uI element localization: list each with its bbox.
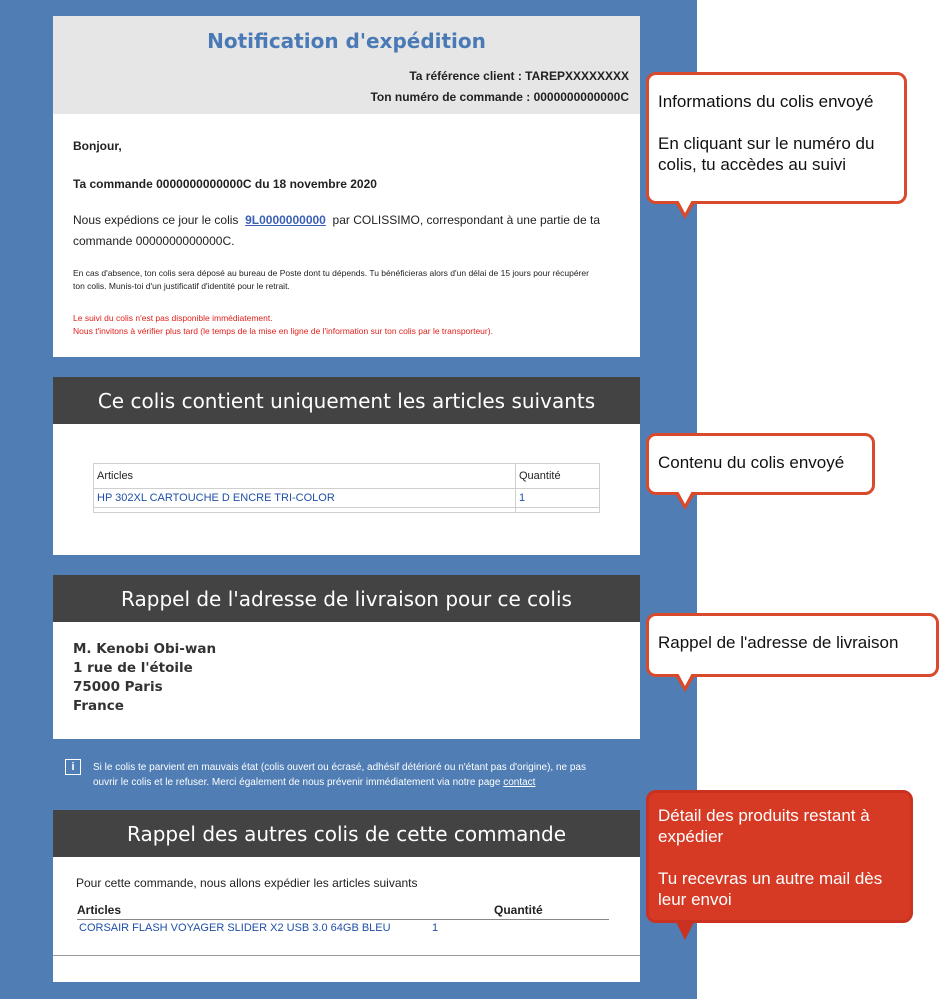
callout-contents-text: Contenu du colis envoyé bbox=[658, 453, 845, 472]
shipping-mid: par COLISSIMO, correspondant à une partie de ta bbox=[332, 213, 600, 227]
absence-line-2: ton colis. Munis-toi d'un justificatif d'identité pour le retrait. bbox=[73, 281, 290, 291]
order-number: Ton numéro de commande : 0000000000000C bbox=[370, 90, 629, 104]
client-reference: Ta référence client : TAREPXXXXXXXX bbox=[409, 69, 629, 83]
greeting: Bonjour, bbox=[73, 139, 122, 153]
damage-info-line-2: ouvrir le colis et le refuser. Merci également de nous prévenir immédiatement via notre page bbox=[93, 777, 501, 788]
callout-remaining-title: Détail des produits restant à expédier bbox=[658, 806, 870, 846]
table-row bbox=[94, 489, 600, 508]
remaining-article-quantity: 1 bbox=[432, 922, 439, 934]
callout-remaining bbox=[646, 790, 913, 923]
address-country: France bbox=[73, 698, 124, 714]
shipping-line bbox=[73, 213, 600, 227]
delivery-address bbox=[73, 640, 216, 716]
column-quantity: Quantité bbox=[516, 464, 600, 489]
address-city: 75000 Paris bbox=[73, 679, 163, 695]
info-icon: i bbox=[65, 759, 81, 775]
tracking-warning bbox=[73, 312, 623, 338]
table-row-empty bbox=[94, 508, 600, 513]
address-name: M. Kenobi Obi-wan bbox=[73, 641, 217, 657]
table-header-row bbox=[94, 464, 600, 489]
divider bbox=[77, 919, 609, 920]
other-parcels-header: Rappel des autres colis de cette commande bbox=[53, 810, 640, 857]
shipping-line-2: commande 0000000000000C. bbox=[73, 234, 235, 248]
address-street: 1 rue de l'étoile bbox=[73, 660, 193, 676]
notification-card bbox=[53, 16, 640, 357]
callout-tail bbox=[678, 491, 692, 504]
article-name: HP 302XL CARTOUCHE D ENCRE TRI-COLOR bbox=[94, 489, 516, 508]
notification-header bbox=[53, 16, 640, 114]
tracking-warning-1: Le suivi du colis n'est pas disponible immédiatement. bbox=[73, 313, 273, 323]
remaining-article-name: CORSAIR FLASH VOYAGER SLIDER X2 USB 3.0 64GB BLEU bbox=[79, 922, 391, 934]
divider bbox=[53, 955, 640, 956]
address-card bbox=[53, 575, 640, 739]
absence-line-1: En cas d'absence, ton colis sera déposé au bureau de Poste dont tu dépends. Tu bénéficieras alors d'un délai de 15 jours pour récupérer bbox=[73, 268, 589, 278]
callout-contents bbox=[646, 433, 875, 495]
callout-tail bbox=[678, 200, 692, 213]
page-title: Notification d'expédition bbox=[207, 29, 486, 53]
contents-header: Ce colis contient uniquement les articles suivants bbox=[53, 377, 640, 424]
callout-address-text: Rappel de l'adresse de livraison bbox=[658, 633, 899, 652]
tracking-warning-2: Nous t'invitons à vérifier plus tard (le temps de la mise en ligne de l'information sur ton colis par le transporteur). bbox=[73, 326, 493, 336]
callout-shipping-info-title: Informations du colis envoyé bbox=[658, 92, 874, 111]
column-quantity: Quantité bbox=[494, 903, 543, 917]
callout-tail bbox=[678, 673, 692, 686]
other-parcels-intro: Pour cette commande, nous allons expédier les articles suivants bbox=[76, 876, 418, 890]
damage-info-line-1: Si le colis te parvient en mauvais état (colis ouvert ou écrasé, adhésif détérioré ou n'étant pas d'origine), ne pas bbox=[93, 762, 586, 773]
tracking-link[interactable]: 9L0000000000 bbox=[245, 213, 326, 227]
other-parcels-card bbox=[53, 810, 640, 982]
shipping-pre: Nous expédions ce jour le colis bbox=[73, 213, 239, 227]
contents-table bbox=[93, 463, 600, 513]
callout-shipping-info bbox=[646, 72, 907, 204]
column-articles: Articles bbox=[77, 903, 122, 917]
contents-card bbox=[53, 377, 640, 555]
absence-info bbox=[73, 267, 623, 293]
address-header: Rappel de l'adresse de livraison pour ce colis bbox=[53, 575, 640, 622]
callout-address bbox=[646, 613, 939, 677]
callout-remaining-detail: Tu recevras un autre mail dès leur envoi bbox=[658, 869, 883, 909]
column-articles: Articles bbox=[94, 464, 516, 489]
damage-info bbox=[93, 760, 633, 790]
order-line: Ta commande 0000000000000C du 18 novembre 2020 bbox=[73, 177, 377, 191]
contact-link[interactable]: contact bbox=[503, 777, 536, 788]
article-quantity: 1 bbox=[516, 489, 600, 508]
callout-shipping-info-detail: En cliquant sur le numéro du colis, tu accèdes au suivi bbox=[658, 134, 875, 174]
callout-tail bbox=[675, 920, 695, 940]
